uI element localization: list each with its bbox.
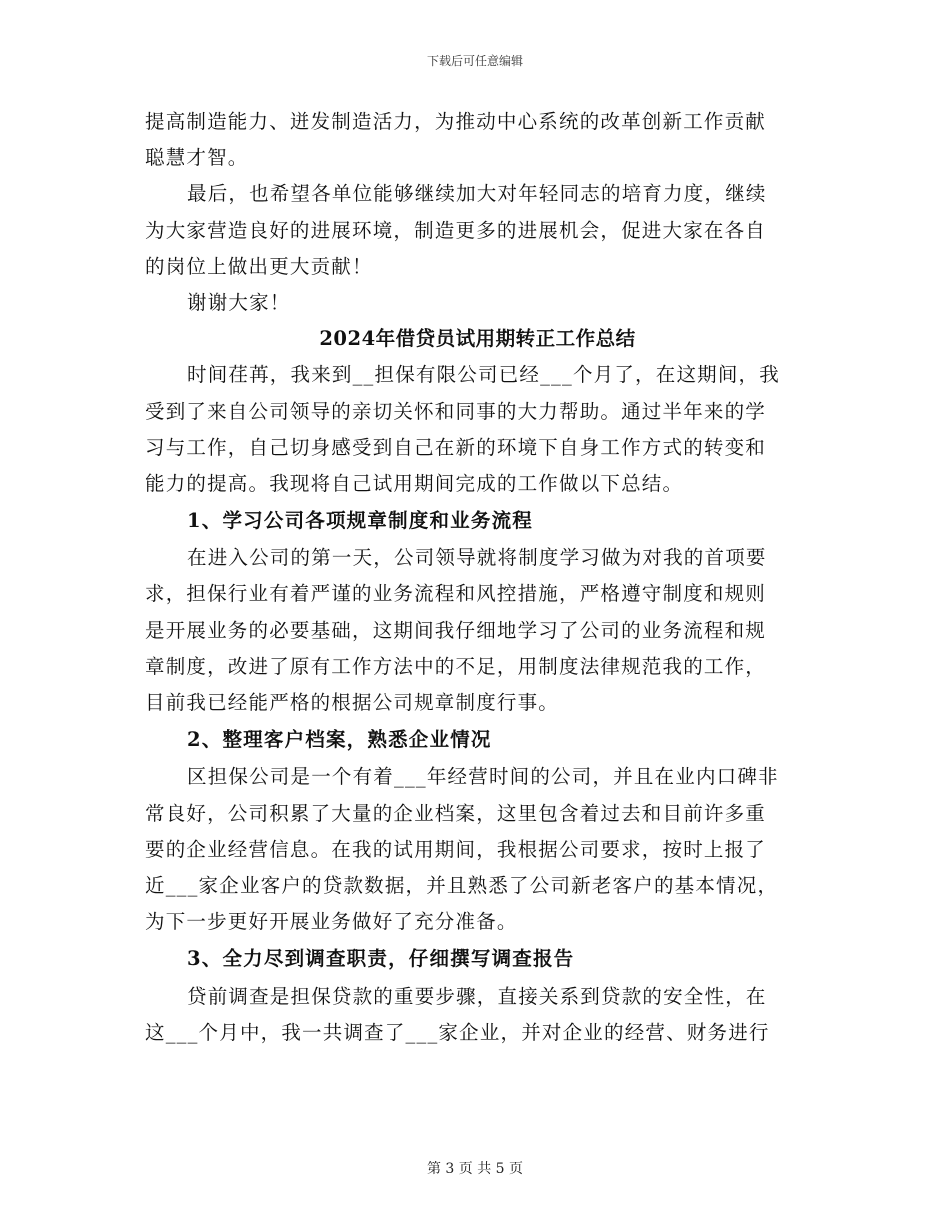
text-line: 为大家营造良好的进展环境，制造更多的进展机会，促进大家在各自 xyxy=(145,218,767,242)
text-line: 能力的提高。我现将自己试用期间完成的工作做以下总结。 xyxy=(145,471,684,495)
text-line: 的岗位上做出更大贡献！ xyxy=(145,254,373,278)
page-footer: 第 3 页 共 5 页 xyxy=(426,1161,524,1177)
text-line: 聪慧才智。 xyxy=(145,146,249,170)
text-line: 贷前调查是担保贷款的重要步骤，直接关系到贷款的安全性，在 xyxy=(187,984,767,1008)
text-line: 在进入公司的第一天，公司领导就将制度学习做为对我的首项要 xyxy=(187,546,767,570)
text-line: 要的企业经营信息。在我的试用期间，我根据公司要求，按时上报了 xyxy=(145,837,767,861)
text-line: 为下一步更好开展业务做好了充分准备。 xyxy=(145,910,518,934)
text-line: 习与工作，自己切身感受到自己在新的环境下自身工作方式的转变和 xyxy=(145,435,767,459)
text-line: 提高制造能力、迸发制造活力，为推动中心系统的改革创新工作贡献 xyxy=(145,110,767,133)
text-line: 是开展业务的必要基础，这期间我仔细地学习了公司的业务流程和规 xyxy=(145,618,767,642)
section-heading: 2、整理客户档案，熟悉企业情况 xyxy=(187,728,492,752)
header-note: 下载后可任意编辑 xyxy=(426,54,523,68)
text-line: 求，担保行业有着严谨的业务流程和风控措施，严格遵守制度和规则 xyxy=(145,582,767,606)
text-line: 时间荏苒，我来到__担保有限公司已经___个月了，在这期间，我 xyxy=(187,363,780,387)
section-heading: 3、全力尽到调查职责，仔细撰写调查报告 xyxy=(187,947,575,971)
text-line: 区担保公司是一个有着___年经营时间的公司，并且在业内口碑非 xyxy=(187,765,779,789)
text-line: 最后，也希望各单位能够继续加大对年轻同志的培育力度，继续 xyxy=(187,182,767,206)
text-line: 近___家企业客户的贷款数据，并且熟悉了公司新老客户的基本情况， xyxy=(145,873,779,897)
text-line: 目前我已经能严格的根据公司规章制度行事。 xyxy=(145,691,560,714)
text-line: 谢谢大家！ xyxy=(187,290,291,314)
document-body xyxy=(145,104,810,1051)
text-line: 受到了来自公司领导的亲切关怀和同事的大力帮助。通过半年来的学 xyxy=(145,399,767,423)
text-line: 常良好，公司积累了大量的企业档案，这里包含着过去和目前许多重 xyxy=(145,801,767,825)
section-heading: 1、学习公司各项规章制度和业务流程 xyxy=(187,509,533,533)
text-line: 这___个月中，我一共调查了___家企业，并对企业的经营、财务进行 xyxy=(145,1020,770,1044)
document-title: 2024年借贷员试用期转正工作总结 xyxy=(319,327,636,351)
text-line: 章制度，改进了原有工作方法中的不足，用制度法律规范我的工作， xyxy=(145,654,767,678)
